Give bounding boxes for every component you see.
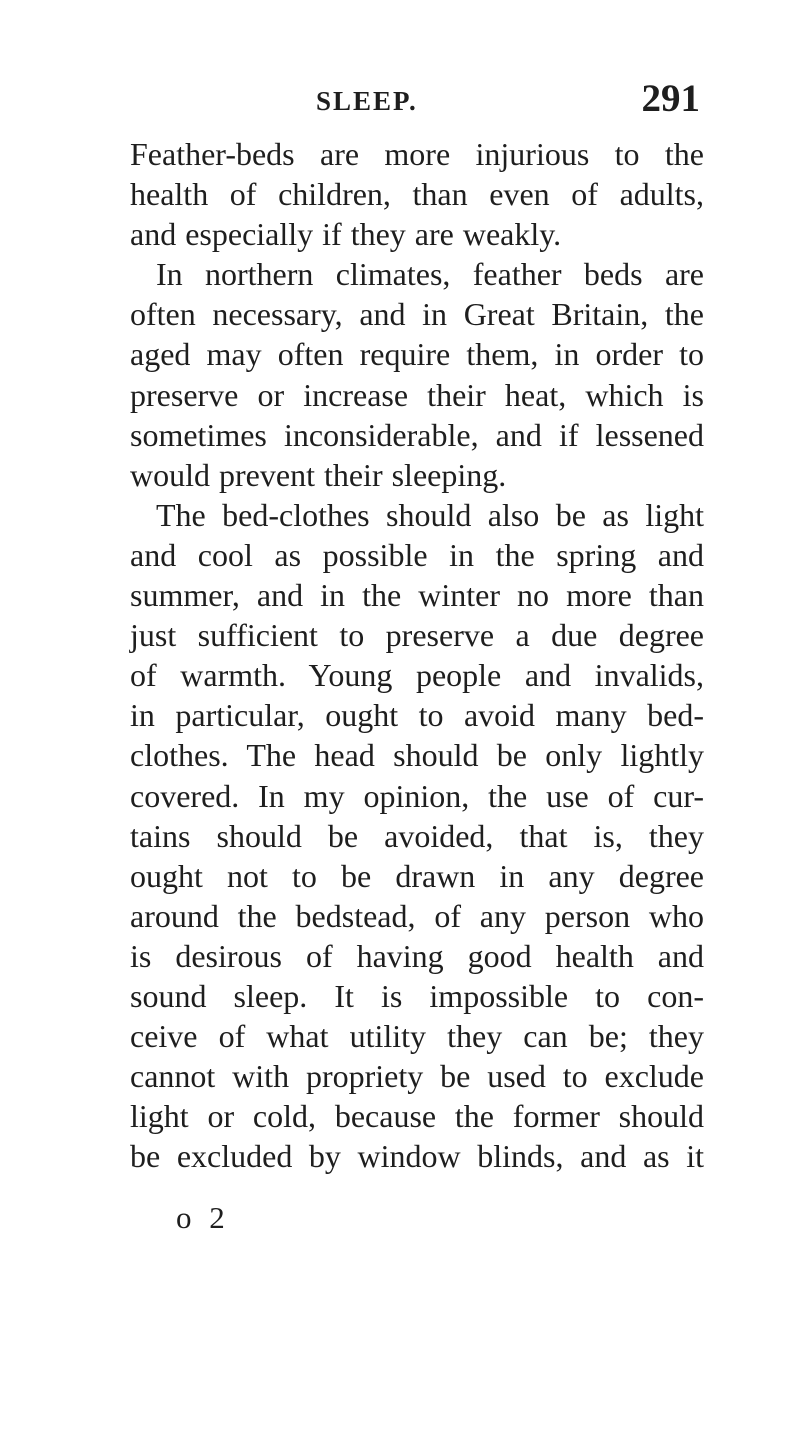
- text-line: around the bedstead, of any person who: [130, 897, 704, 934]
- text-line: aged may often require them, in order to: [130, 336, 704, 373]
- text-line: health of children, than even of adults,: [130, 176, 704, 213]
- text-line: light or cold, because the former should: [130, 1098, 704, 1135]
- text-line: cannot with propriety be used to exclude: [130, 1058, 704, 1095]
- text-line: of warmth. Young people and invalids,: [130, 657, 704, 694]
- text-line: in particular, ought to avoid many bed-: [130, 697, 704, 734]
- text-line: summer, and in the winter no more than: [130, 577, 704, 614]
- text-line: preserve or increase their heat, which is: [130, 376, 704, 413]
- page-number: 291: [641, 77, 700, 120]
- text-line: would prevent their sleeping.: [130, 456, 507, 493]
- text-line: often necessary, and in Great Britain, the: [130, 296, 704, 333]
- text-line: sound sleep. It is impossible to con-: [130, 977, 704, 1014]
- text-line: is desirous of having good health and: [130, 937, 704, 974]
- text-line: The bed-clothes should also be as light: [156, 496, 704, 533]
- text-line: clothes. The head should be only lightly: [130, 737, 704, 774]
- text-line: tains should be avoided, that is, they: [130, 817, 704, 854]
- body-text: [130, 134, 704, 1176]
- text-line: and especially if they are weakly.: [130, 216, 562, 253]
- text-line: ceive of what utility they can be; they: [130, 1018, 704, 1055]
- running-title: SLEEP.: [316, 86, 418, 116]
- text-line: In northern climates, feather beds are: [156, 256, 704, 293]
- text-line: and cool as possible in the spring and: [130, 536, 704, 573]
- text-line: sometimes inconsiderable, and if lessened: [130, 416, 704, 453]
- text-line: Feather-beds are more injurious to the: [130, 136, 704, 172]
- text-line: be excluded by window blinds, and as it: [130, 1138, 704, 1175]
- signature-mark: o 2: [176, 1200, 230, 1235]
- text-line: ought not to be drawn in any degree: [130, 857, 704, 894]
- text-line: just sufficient to preserve a due degree: [130, 617, 704, 654]
- running-head: [130, 76, 710, 120]
- text-line: covered. In my opinion, the use of cur-: [130, 777, 704, 814]
